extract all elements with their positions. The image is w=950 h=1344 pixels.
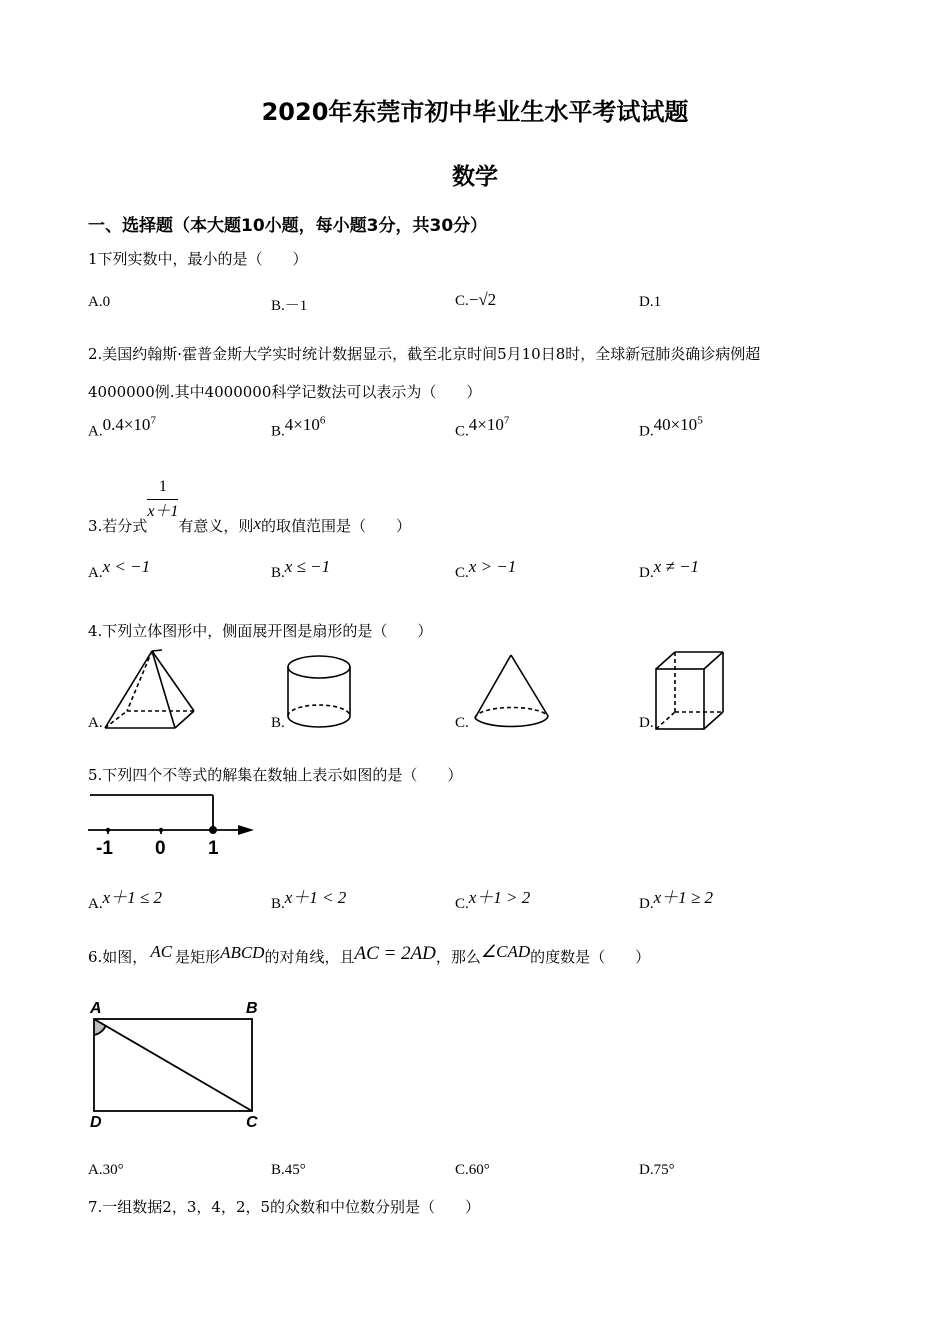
option-b-math: x ≤ −1 xyxy=(284,557,331,576)
option-c-label: C. xyxy=(455,896,469,912)
question-2-option-a xyxy=(88,414,156,441)
option-a-exponent: 7 xyxy=(150,414,156,426)
question-2-stem-line2: 4000000例.其中4000000科学记数法可以表示为（ ） xyxy=(88,383,482,401)
q6-stem-pre: 6.如图， xyxy=(88,948,148,966)
question-5-option-a xyxy=(88,888,162,913)
vertex-label-b: B xyxy=(246,1000,258,1017)
question-2-stem-line1: 2.美国约翰斯·霍普金斯大学实时统计数据显示，截至北京时间5月10日8时，全球新冠肺炎确诊病例超 xyxy=(88,345,761,363)
question-3-stem xyxy=(88,476,411,536)
option-c-base: 4×10 xyxy=(468,414,504,434)
q3-fraction-numerator: 1 xyxy=(147,478,178,500)
option-c-math: x > −1 xyxy=(468,557,517,576)
vertex-label-d: D xyxy=(90,1114,102,1131)
option-c-math: x＋1 > 2 xyxy=(468,888,531,907)
vertex-label-c: C xyxy=(246,1114,258,1131)
cylinder-figure xyxy=(284,652,356,732)
question-7-stem: 7.一组数据2，3，4，2，5的众数和中位数分别是（ ） xyxy=(88,1198,481,1216)
question-1-option-b: B.－1 xyxy=(271,298,308,314)
question-3-option-b xyxy=(271,557,331,582)
vertex-label-a: A xyxy=(90,1000,102,1017)
option-b-exponent: 6 xyxy=(319,414,326,426)
option-a-label: A. xyxy=(88,896,103,912)
question-2-option-b xyxy=(271,414,326,441)
question-3-option-c xyxy=(455,557,517,582)
question-5-option-c xyxy=(455,888,530,913)
pyramid-figure xyxy=(100,648,200,733)
section-heading: 一、选择题（本大题10小题，每小题3分，共30分） xyxy=(88,216,488,236)
question-4-option-a: A. xyxy=(88,715,103,731)
option-b-label: B. xyxy=(271,423,285,440)
option-d-base: 40×10 xyxy=(653,414,698,434)
axis-label-0: 0 xyxy=(155,838,166,859)
question-1-option-c xyxy=(455,290,496,310)
option-b-math: x＋1 < 2 xyxy=(284,888,347,907)
q3-stem-post: 的取值范围是（ ） xyxy=(260,517,411,536)
option-d-math: x ≠ −1 xyxy=(653,557,699,576)
option-a-math: x < −1 xyxy=(102,557,151,576)
option-d-label: D. xyxy=(639,423,654,440)
question-2-option-d xyxy=(639,414,703,441)
question-5-stem: 5.下列四个不等式的解集在数轴上表示如图的是（ ） xyxy=(88,766,463,784)
option-a-math xyxy=(103,415,156,434)
q3-fraction-denominator: x＋1 xyxy=(147,502,179,520)
question-1-option-d: D.1 xyxy=(639,294,662,310)
rectangle-diagram xyxy=(86,995,266,1135)
axis-label-neg1: -1 xyxy=(96,838,113,859)
question-6-stem xyxy=(88,942,651,968)
question-6-option-c: C.60° xyxy=(455,1162,490,1178)
option-d-label: D. xyxy=(639,565,654,581)
question-3-option-a xyxy=(88,557,151,582)
option-c-math xyxy=(469,415,510,434)
option-d-math xyxy=(654,415,703,434)
q6-stem-mid2: 的对角线，且 xyxy=(264,948,355,966)
question-3-option-d xyxy=(639,557,699,582)
q6-stem-mid3: ，那么 xyxy=(435,948,481,966)
q3-stem-pre: 3.若分式 xyxy=(88,517,148,536)
option-a-label: A. xyxy=(88,423,103,440)
q6-angle: ∠CAD xyxy=(480,942,531,961)
q3-variable: x xyxy=(253,514,261,534)
option-a-base: 0.4×10 xyxy=(102,414,151,434)
option-c-math: −√2 xyxy=(468,290,497,309)
option-d-label: D. xyxy=(639,896,654,912)
page-subtitle: 数学 xyxy=(452,164,498,190)
q6-stem-mid1: 是矩形 xyxy=(175,948,221,966)
option-a-label: A. xyxy=(88,565,103,581)
axis-label-1: 1 xyxy=(208,838,219,859)
question-5-option-d xyxy=(639,888,713,913)
option-b-base: 4×10 xyxy=(284,414,320,434)
question-4-option-b: B. xyxy=(271,715,285,731)
q6-stem-post: 的度数是（ ） xyxy=(530,948,651,966)
q3-stem-mid: 有意义，则 xyxy=(178,517,254,536)
question-1-stem: 1下列实数中，最小的是（ ） xyxy=(88,250,308,268)
q3-fraction xyxy=(147,478,178,520)
option-c-exponent: 7 xyxy=(503,414,510,426)
question-4-stem: 4.下列立体图形中，侧面展开图是扇形的是（ ） xyxy=(88,622,433,640)
question-6-option-d: D.75° xyxy=(639,1162,675,1178)
option-a-math: x＋1 ≤ 2 xyxy=(102,888,162,907)
question-4-option-c: C. xyxy=(455,715,469,731)
question-6-option-b: B.45° xyxy=(271,1162,306,1178)
option-b-label: B. xyxy=(271,896,285,912)
question-1-option-a: A.0 xyxy=(88,294,111,310)
question-2-option-c xyxy=(455,414,510,441)
cube-figure xyxy=(653,650,727,732)
option-b-math xyxy=(285,415,326,434)
question-5-option-b xyxy=(271,888,346,913)
option-b-label: B. xyxy=(271,565,285,581)
option-c-label: C. xyxy=(455,293,469,309)
q6-ac: AC xyxy=(150,942,173,961)
question-4-option-d: D. xyxy=(639,715,654,731)
cone-figure xyxy=(472,652,552,732)
option-d-exponent: 5 xyxy=(697,414,703,426)
question-6-option-a: A.30° xyxy=(88,1162,124,1178)
option-c-label: C. xyxy=(455,565,469,581)
q6-abcd: ABCD xyxy=(220,943,265,962)
q6-equation: AC = 2AD xyxy=(354,943,436,964)
option-d-math: x＋1 ≥ 2 xyxy=(653,888,713,907)
page-title: 2020年东莞市初中毕业生水平考试试题 xyxy=(261,98,689,126)
option-c-label: C. xyxy=(455,423,469,440)
